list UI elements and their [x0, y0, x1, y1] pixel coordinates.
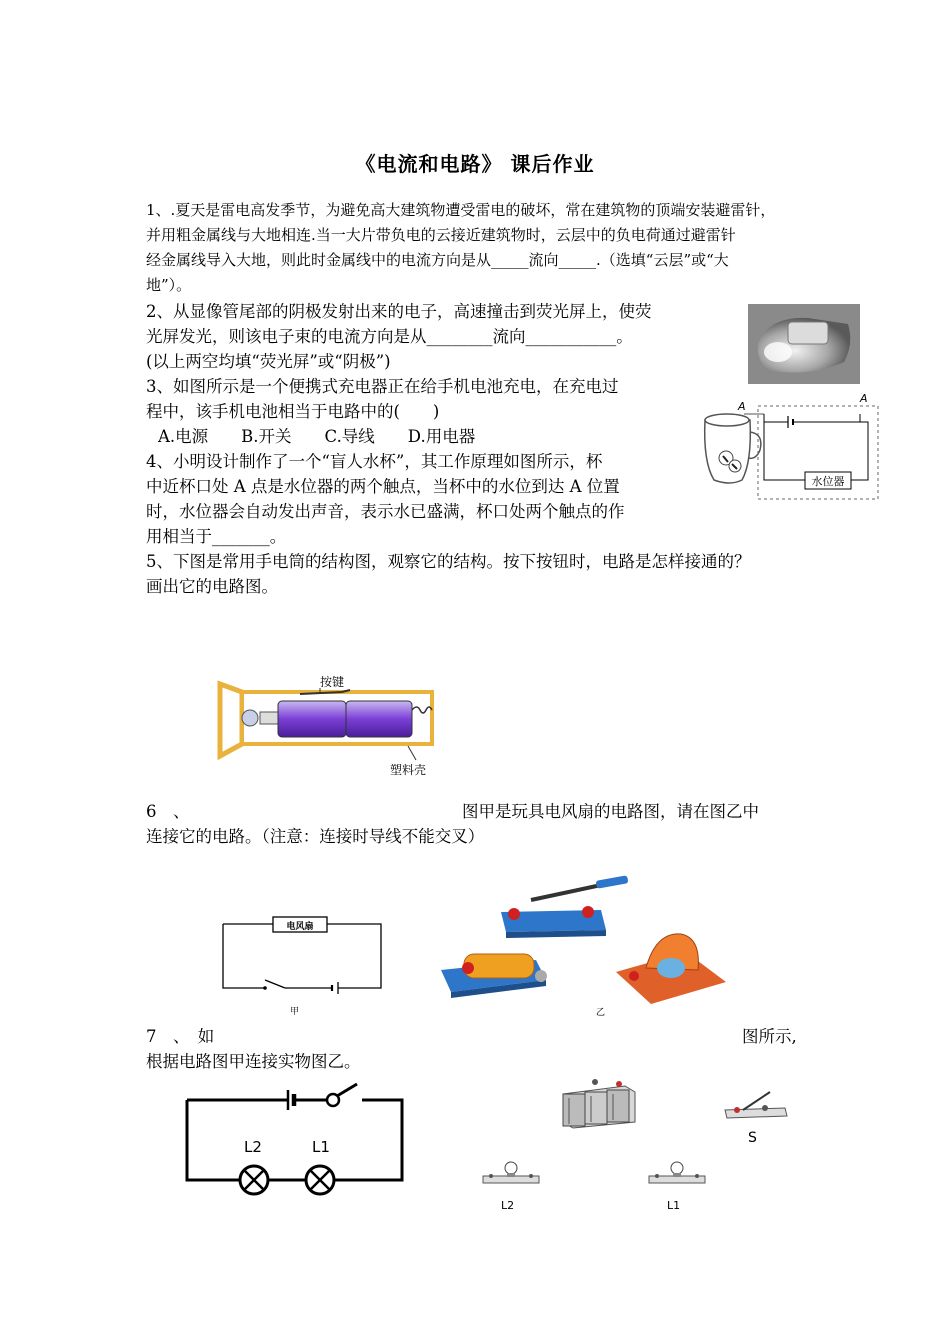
fan-real-objects	[436, 872, 736, 1020]
q3-line: 程中，该手机电池相当于电路中的( )	[146, 402, 440, 421]
object-l2-label: L2	[501, 1199, 515, 1212]
figure-jia-label: 甲	[290, 1007, 300, 1017]
q7-tail: 图所示,	[742, 1027, 797, 1046]
q1-line: 并用粗金属线与大地相连.当一大片带负电的云接近建筑物时，云层中的负电荷通过避雷针	[146, 226, 736, 244]
q1-line: 经金属线导入大地，则此时金属线中的电流方向是从_____流向_____.（选填“云层”或“大	[146, 251, 729, 269]
circuit-label-a: A	[860, 392, 868, 405]
q3-line: 3、如图所示是一个便携式充电器正在给手机电池充电，在充电过	[146, 377, 619, 396]
fan-circuit-diagram	[215, 910, 390, 1018]
cup-label-a: A	[738, 400, 746, 413]
q7-circuit-diagram	[182, 1082, 412, 1197]
shell-label: 塑料壳	[390, 763, 427, 777]
question-3	[146, 374, 706, 449]
l1-label: L1	[312, 1138, 330, 1156]
water-level-label: 水位器	[811, 475, 845, 488]
question-1	[146, 198, 846, 298]
q2-line: (以上两空均填“荧光屏”或“阴极”)	[146, 352, 391, 371]
q4-line: 时，水位器会自动发出声音，表示水已盛满，杯口处两个触点的作	[146, 502, 625, 521]
flashlight-diagram	[212, 670, 442, 782]
q7-number: 7 、 如	[146, 1027, 215, 1046]
question-2	[146, 299, 746, 374]
q2-line: 光屏发光，则该电子束的电流方向是从________流向___________。	[146, 327, 633, 346]
page-title: 《电流和电路》 课后作业	[355, 152, 595, 176]
question-4	[146, 449, 706, 549]
l2-label: L2	[244, 1138, 262, 1156]
blind-cup-circuit	[700, 392, 885, 502]
q6-number: 6 、	[146, 802, 190, 821]
switch-label: S	[748, 1130, 757, 1146]
q5-line: 5、下图是常用手电筒的结构图，观察它的结构。按下按钮时，电路是怎样接通的？	[146, 552, 751, 571]
q5-line: 画出它的电路图。	[146, 577, 278, 596]
q4-line: 用相当于_______。	[146, 527, 287, 546]
q7-real-objects	[475, 1072, 795, 1222]
q2-line: 2、从显像管尾部的阴极发射出来的电子，高速撞击到荧光屏上，使荧	[146, 302, 652, 321]
q4-line: 4、小明设计制作了一个“盲人水杯”，其工作原理如图所示，杯	[146, 452, 603, 471]
q3-options: A.电源 B.开关 C.导线 D.用电器	[158, 427, 476, 446]
q6-line: 图甲是玩具电风扇的电路图，请在图乙中	[462, 802, 759, 821]
button-label: 按键	[320, 675, 345, 689]
q1-line: 地”）。	[146, 276, 192, 294]
q1-line: 1、.夏天是雷电高发季节，为避免高大建筑物遭受雷电的破坏，常在建筑物的顶端安装避雷针，	[146, 201, 776, 219]
question-5	[146, 549, 846, 599]
fan-label: 电风扇	[286, 922, 314, 932]
crt-tube-image	[748, 304, 860, 384]
q6-line: 连接它的电路。（注意：连接时导线不能交叉）	[146, 827, 485, 846]
figure-yi-label: 乙	[596, 1008, 606, 1018]
q4-line: 中近杯口处 A 点是水位器的两个触点，当杯中的水位到达 A 位置	[146, 477, 620, 496]
q7-line: 根据电路图甲连接实物图乙。	[146, 1052, 361, 1071]
object-l1-label: L1	[667, 1199, 681, 1212]
